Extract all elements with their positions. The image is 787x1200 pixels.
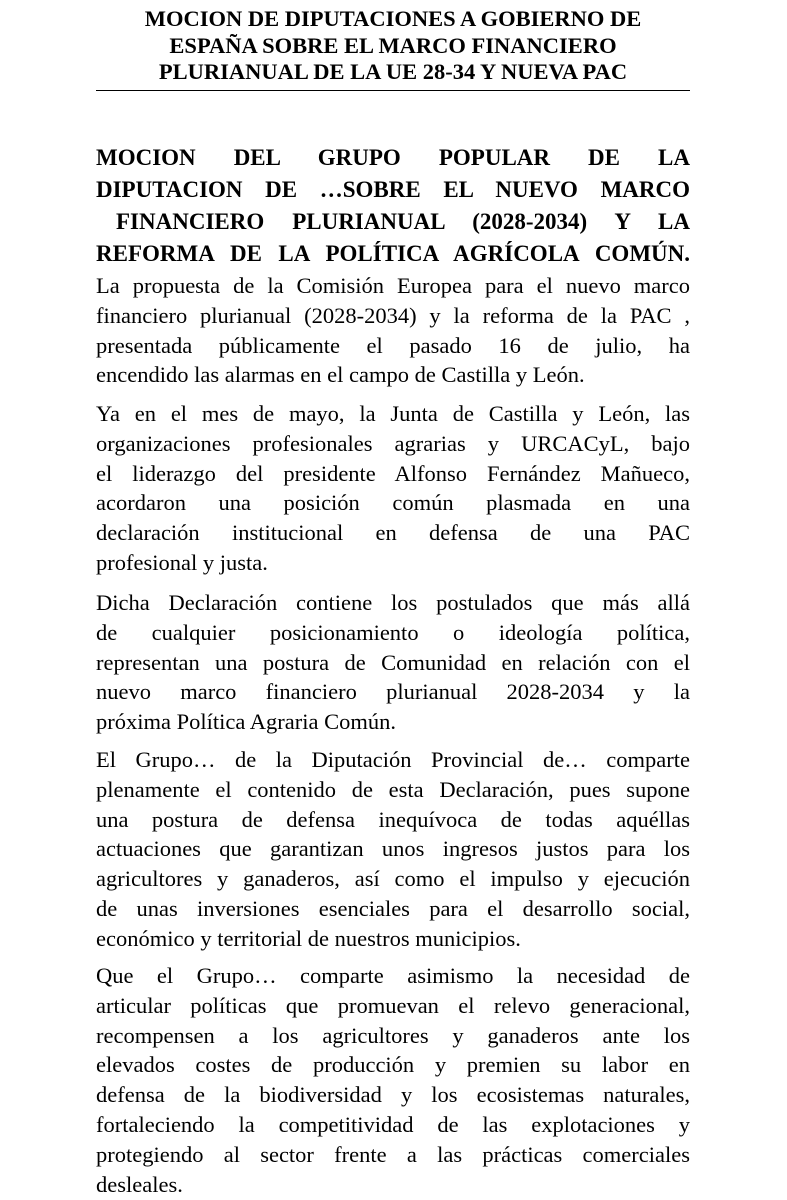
header-line: ESPAÑA SOBRE EL MARCO FINANCIERO [169,32,617,58]
paragraph-line: una postura de defensa inequívoca de todas aquéllas [96,806,690,832]
paragraph-line: profesional y justa. [96,549,268,575]
paragraph-2 [96,399,690,578]
paragraph-line: desleales. [96,1171,183,1197]
paragraph-line: actuaciones que garantizan unos ingresos justos para los [96,836,690,862]
paragraph-line: defensa de la biodiversidad y los ecosistemas naturales, [96,1082,690,1108]
paragraph-line: financiero plurianual (2028-2034) y la reforma de la PAC , [96,302,690,328]
paragraph-5 [96,961,690,1199]
paragraph-line: económico y territorial de nuestros municipios. [96,925,521,951]
paragraph-line: de unas inversiones esenciales para el desarrollo social, [96,895,690,921]
paragraph-line: acordaron una posición común plasmada en una [96,490,690,516]
paragraph-line: Dicha Declaración contiene los postulados que más allá [96,590,690,615]
paragraph-line: organizaciones profesionales agrarias y URCACyL, bajo [96,430,690,456]
paragraph-line: agricultores y ganaderos, así como el impulso y ejecución [96,866,690,892]
paragraph-line: presentada públicamente el pasado 16 de julio, ha [96,332,690,358]
paragraph-line: representan una postura de Comunidad en relación con el [96,649,690,675]
paragraph-4 [96,745,690,954]
paragraph-1 [96,271,690,390]
paragraph-line: encendido las alarmas en el campo de Castilla y León. [96,362,585,388]
paragraph-line: El Grupo… de la Diputación Provincial de… comparte [96,747,690,772]
paragraph-line: protegiendo al sector frente a las prácticas comerciales [96,1141,690,1167]
paragraph-line: el liderazgo del presidente Alfonso Fernández Mañueco, [96,460,690,486]
paragraph-line: próxima Política Agraria Común. [96,709,396,735]
paragraph-line: declaración institucional en defensa de una PAC [96,520,690,546]
paragraph-line: Ya en el mes de mayo, la Junta de Castilla y León, las [96,401,690,426]
paragraph-line: recompensen a los agricultores y ganaderos ante los [96,1022,690,1048]
paragraph-line: fortaleciendo la competitividad de las explotaciones y [96,1111,690,1137]
paragraph-line: de cualquier posicionamiento o ideología política, [96,619,690,645]
paragraph-line: articular políticas que promuevan el relevo generacional, [96,992,690,1018]
header-underline [96,90,690,91]
paragraph-line: Que el Grupo… comparte asimismo la necesidad de [96,963,690,988]
paragraph-line: elevados costes de producción y premien su labor en [96,1052,690,1078]
paragraph-3 [96,588,690,737]
header-line: PLURIANUAL DE LA UE 28-34 Y NUEVA PAC [158,59,628,84]
header-line: MOCION DE DIPUTACIONES A GOBIERNO DE [144,6,642,31]
motion-subtitle [96,142,690,270]
paragraph-line: nuevo marco financiero plurianual 2028-2034 y la [96,679,690,705]
subtitle-line: DIPUTACION DE …SOBRE EL NUEVO MARCO [96,177,690,202]
subtitle-line: FINANCIERO PLURIANUAL (2028-2034) Y LA [116,209,690,234]
document-header-title [96,6,690,86]
subtitle-line: MOCION DEL GRUPO POPULAR DE LA [96,145,690,170]
subtitle-line: REFORMA DE LA POLÍTICA AGRÍCOLA COMÚN. [96,241,690,266]
paragraph-line: La propuesta de la Comisión Europea para el nuevo marco [96,273,690,298]
paragraph-line: plenamente el contenido de esta Declaración, pues supone [96,776,690,802]
